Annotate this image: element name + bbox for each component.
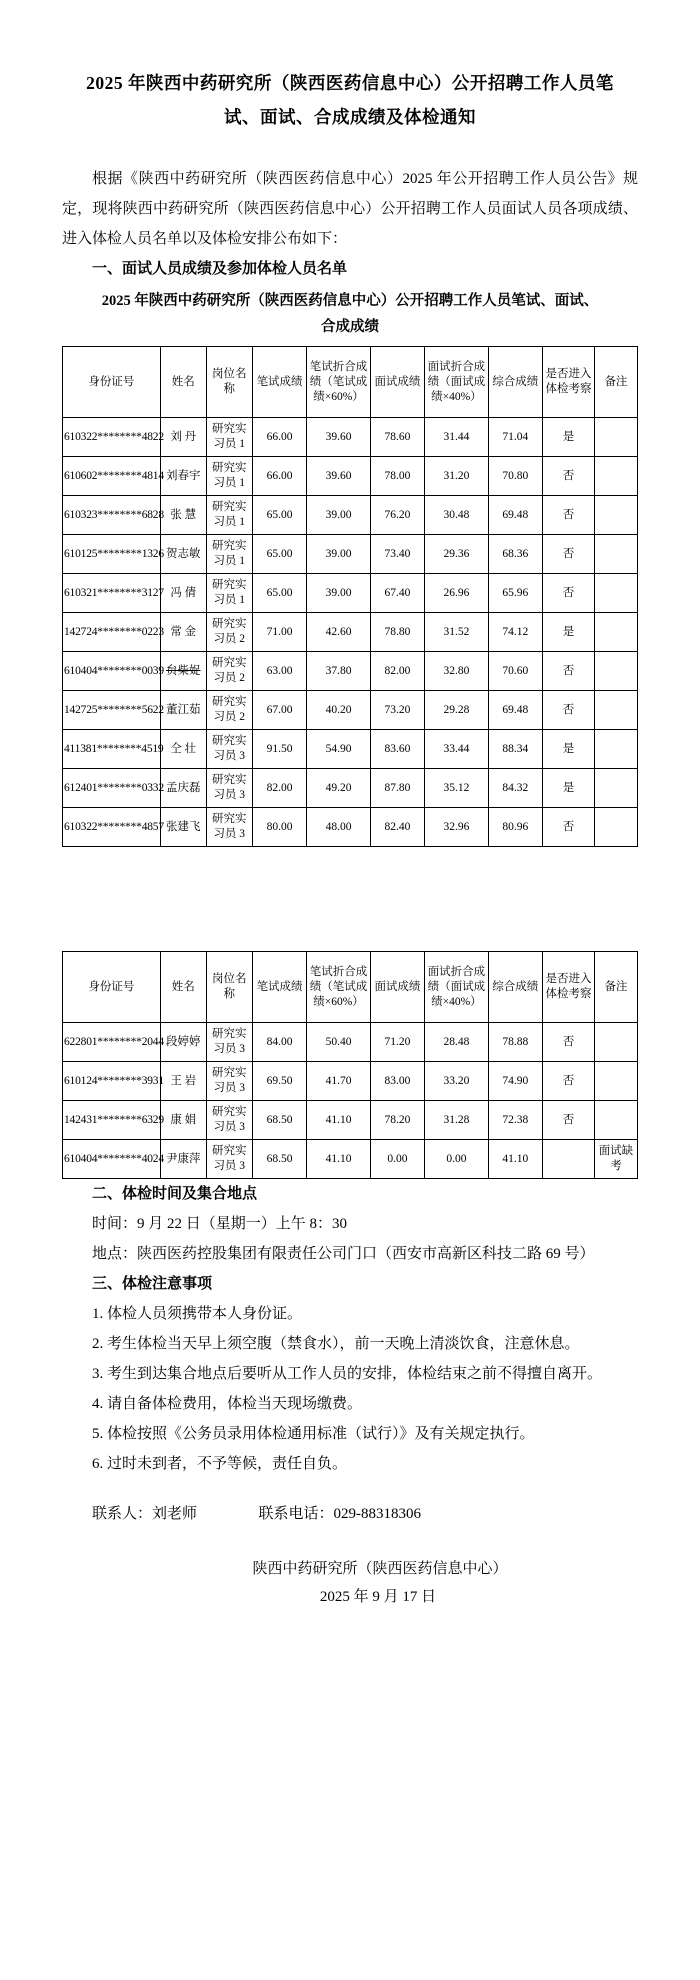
table-header-row (63, 347, 638, 418)
section-heading-two: 二、体检时间及集合地点 (92, 1186, 258, 1202)
cell-post: 研究实习员 3 (206, 1101, 252, 1140)
cell-total: 69.48 (488, 496, 543, 535)
cell-post: 研究实习员 3 (206, 808, 252, 847)
cell-note (594, 652, 637, 691)
cell-total: 70.60 (488, 652, 543, 691)
cell-pass: 否 (543, 535, 595, 574)
cell-post: 研究实习员 1 (206, 574, 252, 613)
cell-note (594, 418, 637, 457)
cell-post: 研究实习员 1 (206, 418, 252, 457)
signature-date: 2025 年 9 月 17 日 (319, 1589, 437, 1605)
cell-post: 研究实习员 1 (206, 535, 252, 574)
cell-interview-conv: 33.44 (425, 730, 488, 769)
page-title: 2025 年陕西中药研究所（陕西医药信息中心）公开招聘工作人员笔试、面试、合成成绩及体检通知 (86, 73, 614, 127)
column-header-interview: 面试成绩 (370, 952, 425, 1023)
cell-interview: 78.80 (370, 613, 425, 652)
column-header-name: 姓名 (160, 952, 206, 1023)
cell-written-conv: 54.90 (307, 730, 370, 769)
cell-interview-conv: 32.80 (425, 652, 488, 691)
column-header-written: 笔试成绩 (252, 952, 307, 1023)
cell-id: 610322********4857 (63, 808, 161, 847)
cell-id: 610404********4024 (63, 1140, 161, 1179)
cell-id: 610404********0039 (63, 652, 161, 691)
column-header-written-conv: 笔试折合成绩（笔试成绩×60%） (307, 952, 370, 1023)
column-header-post: 岗位名称 (206, 952, 252, 1023)
cell-interview: 87.80 (370, 769, 425, 808)
cell-total: 74.12 (488, 613, 543, 652)
cell-written-conv: 42.60 (307, 613, 370, 652)
cell-written: 84.00 (252, 1023, 307, 1062)
cell-written: 65.00 (252, 535, 307, 574)
cell-written-conv: 41.10 (307, 1101, 370, 1140)
contact-phone: 联系电话：029-88318306 (258, 1506, 422, 1522)
cell-written: 66.00 (252, 418, 307, 457)
cell-note (594, 769, 637, 808)
cell-id: 610124********3931 (63, 1062, 161, 1101)
cell-written-conv: 48.00 (307, 808, 370, 847)
cell-name: 张建飞 (160, 808, 206, 847)
cell-total: 80.96 (488, 808, 543, 847)
cell-interview: 0.00 (370, 1140, 425, 1179)
note-item-3: 3. 考生到达集合地点后要听从工作人员的安排，体检结束之前不得擅自离开。 (92, 1366, 603, 1382)
cell-written: 68.50 (252, 1140, 307, 1179)
column-header-interview-conv: 面试折合成绩（面试成绩×40%） (425, 952, 488, 1023)
cell-name: 孟庆磊 (160, 769, 206, 808)
cell-id: 622801********2044 (63, 1023, 161, 1062)
column-header-interview: 面试成绩 (370, 347, 425, 418)
cell-interview: 83.60 (370, 730, 425, 769)
table-row (63, 1140, 638, 1179)
cell-total: 78.88 (488, 1023, 543, 1062)
cell-interview: 82.00 (370, 652, 425, 691)
cell-post: 研究实习员 3 (206, 1062, 252, 1101)
cell-name: 常 金 (160, 613, 206, 652)
cell-interview-conv: 30.48 (425, 496, 488, 535)
cell-post: 研究实习员 2 (206, 652, 252, 691)
contact-line (62, 1499, 638, 1529)
cell-note: 面试缺考 (594, 1140, 637, 1179)
column-header-note: 备注 (594, 952, 637, 1023)
table-row (63, 613, 638, 652)
cell-id: 610602********4814 (63, 457, 161, 496)
table-row (63, 574, 638, 613)
note-item-2: 2. 考生体检当天早上须空腹（禁食水），前一天晚上清淡饮食，注意休息。 (92, 1336, 580, 1352)
table-row (63, 1101, 638, 1140)
cell-post: 研究实习员 3 (206, 1023, 252, 1062)
cell-note (594, 1101, 637, 1140)
cell-id: 610125********1326 (63, 535, 161, 574)
table-row (63, 808, 638, 847)
contact-person: 联系人：刘老师 (92, 1506, 198, 1522)
cell-total: 69.48 (488, 691, 543, 730)
column-header-written: 笔试成绩 (252, 347, 307, 418)
note-item-5: 5. 体检按照《公务员录用体检通用标准（试行）》及有关规定执行。 (92, 1426, 535, 1442)
table-row (63, 418, 638, 457)
cell-total: 72.38 (488, 1101, 543, 1140)
page-break-spacer (62, 847, 638, 947)
cell-written: 71.00 (252, 613, 307, 652)
cell-pass: 否 (543, 496, 595, 535)
note-item-1: 1. 体检人员须携带本人身份证。 (92, 1306, 303, 1322)
cell-pass: 否 (543, 457, 595, 496)
cell-note (594, 730, 637, 769)
cell-interview: 78.00 (370, 457, 425, 496)
exam-place-line: 地点：陕西医药控股集团有限责任公司门口（西安市高新区科技二路 69 号） (92, 1246, 595, 1262)
cell-note (594, 535, 637, 574)
cell-total: 84.32 (488, 769, 543, 808)
cell-note (594, 1023, 637, 1062)
cell-post: 研究实习员 2 (206, 613, 252, 652)
cell-name: 贠柴娖 (160, 652, 206, 691)
cell-interview: 78.20 (370, 1101, 425, 1140)
column-header-pass: 是否进入体检考察 (543, 347, 595, 418)
cell-pass: 否 (543, 1062, 595, 1101)
cell-interview: 73.20 (370, 691, 425, 730)
cell-id: 610321********3127 (63, 574, 161, 613)
cell-total: 88.34 (488, 730, 543, 769)
cell-written-conv: 39.00 (307, 535, 370, 574)
cell-written: 69.50 (252, 1062, 307, 1101)
cell-interview-conv: 0.00 (425, 1140, 488, 1179)
cell-post: 研究实习员 2 (206, 691, 252, 730)
cell-total: 74.90 (488, 1062, 543, 1101)
cell-name: 董江茹 (160, 691, 206, 730)
cell-interview-conv: 31.28 (425, 1101, 488, 1140)
cell-written-conv: 41.70 (307, 1062, 370, 1101)
cell-interview: 78.60 (370, 418, 425, 457)
cell-interview-conv: 29.28 (425, 691, 488, 730)
cell-written: 68.50 (252, 1101, 307, 1140)
note-item-4: 4. 请自备体检费用，体检当天现场缴费。 (92, 1396, 363, 1412)
cell-pass: 否 (543, 808, 595, 847)
cell-written: 66.00 (252, 457, 307, 496)
cell-total: 68.36 (488, 535, 543, 574)
cell-note (594, 574, 637, 613)
cell-interview: 73.40 (370, 535, 425, 574)
cell-written-conv: 49.20 (307, 769, 370, 808)
cell-pass (543, 1140, 595, 1179)
scores-table-part-two (62, 951, 638, 1179)
cell-post: 研究实习员 1 (206, 457, 252, 496)
section-heading-three: 三、体检注意事项 (92, 1276, 213, 1292)
cell-interview-conv: 31.52 (425, 613, 488, 652)
cell-written: 82.00 (252, 769, 307, 808)
table-row (63, 769, 638, 808)
column-header-total: 综合成绩 (488, 952, 543, 1023)
cell-name: 刘 丹 (160, 418, 206, 457)
cell-written-conv: 39.00 (307, 574, 370, 613)
table-caption: 2025 年陕西中药研究所（陕西医药信息中心）公开招聘工作人员笔试、面试、合成成绩 (101, 293, 599, 335)
cell-note (594, 496, 637, 535)
cell-id: 610323********6828 (63, 496, 161, 535)
cell-id: 142431********6329 (63, 1101, 161, 1140)
cell-pass: 是 (543, 730, 595, 769)
cell-interview-conv: 26.96 (425, 574, 488, 613)
table-header-row (63, 952, 638, 1023)
cell-interview: 71.20 (370, 1023, 425, 1062)
cell-interview-conv: 29.36 (425, 535, 488, 574)
cell-interview: 76.20 (370, 496, 425, 535)
note-item-6: 6. 过时未到者，不予等候，责任自负。 (92, 1456, 348, 1472)
cell-note (594, 691, 637, 730)
cell-written-conv: 50.40 (307, 1023, 370, 1062)
cell-pass: 否 (543, 574, 595, 613)
cell-written: 63.00 (252, 652, 307, 691)
cell-name: 尹康萍 (160, 1140, 206, 1179)
cell-pass: 否 (543, 1101, 595, 1140)
cell-written: 80.00 (252, 808, 307, 847)
cell-pass: 否 (543, 652, 595, 691)
cell-written-conv: 37.80 (307, 652, 370, 691)
column-header-note: 备注 (594, 347, 637, 418)
cell-name: 段婷婷 (160, 1023, 206, 1062)
column-header-total: 综合成绩 (488, 347, 543, 418)
signature-org: 陕西中药研究所（陕西医药信息中心） (252, 1561, 508, 1577)
table-row (63, 457, 638, 496)
cell-interview-conv: 33.20 (425, 1062, 488, 1101)
cell-written-conv: 40.20 (307, 691, 370, 730)
section-heading-one: 一、面试人员成绩及参加体检人员名单 (92, 261, 348, 277)
cell-written: 65.00 (252, 574, 307, 613)
cell-note (594, 613, 637, 652)
cell-note (594, 457, 637, 496)
cell-total: 71.04 (488, 418, 543, 457)
cell-written-conv: 39.00 (307, 496, 370, 535)
cell-pass: 是 (543, 769, 595, 808)
cell-pass: 否 (543, 1023, 595, 1062)
cell-pass: 是 (543, 418, 595, 457)
column-header-pass: 是否进入体检考察 (543, 952, 595, 1023)
cell-total: 41.10 (488, 1140, 543, 1179)
cell-pass: 否 (543, 691, 595, 730)
cell-interview-conv: 31.44 (425, 418, 488, 457)
table-row (63, 1062, 638, 1101)
cell-total: 70.80 (488, 457, 543, 496)
column-header-post: 岗位名称 (206, 347, 252, 418)
column-header-name: 姓名 (160, 347, 206, 418)
notes-list (62, 1299, 638, 1479)
cell-written: 91.50 (252, 730, 307, 769)
column-header-written-conv: 笔试折合成绩（笔试成绩×60%） (307, 347, 370, 418)
intro-paragraph: 根据《陕西中药研究所（陕西医药信息中心）2025 年公开招聘工作人员公告》规定，现将陕西中药研究所（陕西医药信息中心）公开招聘工作人员面试人员各项成绩、进入体检人员名单以及体检安排公布如下： (62, 171, 638, 247)
table-row (63, 691, 638, 730)
cell-name: 康 娟 (160, 1101, 206, 1140)
cell-name: 刘春宇 (160, 457, 206, 496)
table-row (63, 1023, 638, 1062)
cell-pass: 是 (543, 613, 595, 652)
cell-note (594, 808, 637, 847)
cell-written: 65.00 (252, 496, 307, 535)
cell-name: 王 岩 (160, 1062, 206, 1101)
cell-interview-conv: 35.12 (425, 769, 488, 808)
cell-interview: 82.40 (370, 808, 425, 847)
cell-interview-conv: 31.20 (425, 457, 488, 496)
scores-table-part-one (62, 346, 638, 847)
cell-post: 研究实习员 3 (206, 769, 252, 808)
cell-interview-conv: 32.96 (425, 808, 488, 847)
cell-id: 411381********4519 (63, 730, 161, 769)
cell-interview: 67.40 (370, 574, 425, 613)
exam-time-line: 时间：9 月 22 日（星期一）上午 8：30 (92, 1216, 348, 1232)
cell-id: 610322********4822 (63, 418, 161, 457)
cell-interview: 83.00 (370, 1062, 425, 1101)
table-row (63, 496, 638, 535)
table-row (63, 535, 638, 574)
cell-id: 142724********0223 (63, 613, 161, 652)
cell-name: 仝 壮 (160, 730, 206, 769)
cell-name: 贺志敏 (160, 535, 206, 574)
cell-id: 612401********0332 (63, 769, 161, 808)
cell-written: 67.00 (252, 691, 307, 730)
cell-name: 张 慧 (160, 496, 206, 535)
table-row (63, 730, 638, 769)
cell-post: 研究实习员 3 (206, 1140, 252, 1179)
cell-id: 142725********5622 (63, 691, 161, 730)
column-header-interview-conv: 面试折合成绩（面试成绩×40%） (425, 347, 488, 418)
table-row (63, 652, 638, 691)
cell-written-conv: 39.60 (307, 418, 370, 457)
signature-block (62, 1555, 638, 1611)
column-header-id: 身份证号 (63, 347, 161, 418)
cell-post: 研究实习员 3 (206, 730, 252, 769)
cell-post: 研究实习员 1 (206, 496, 252, 535)
cell-written-conv: 41.10 (307, 1140, 370, 1179)
column-header-id: 身份证号 (63, 952, 161, 1023)
cell-name: 冯 倩 (160, 574, 206, 613)
cell-interview-conv: 28.48 (425, 1023, 488, 1062)
cell-written-conv: 39.60 (307, 457, 370, 496)
cell-note (594, 1062, 637, 1101)
cell-total: 65.96 (488, 574, 543, 613)
